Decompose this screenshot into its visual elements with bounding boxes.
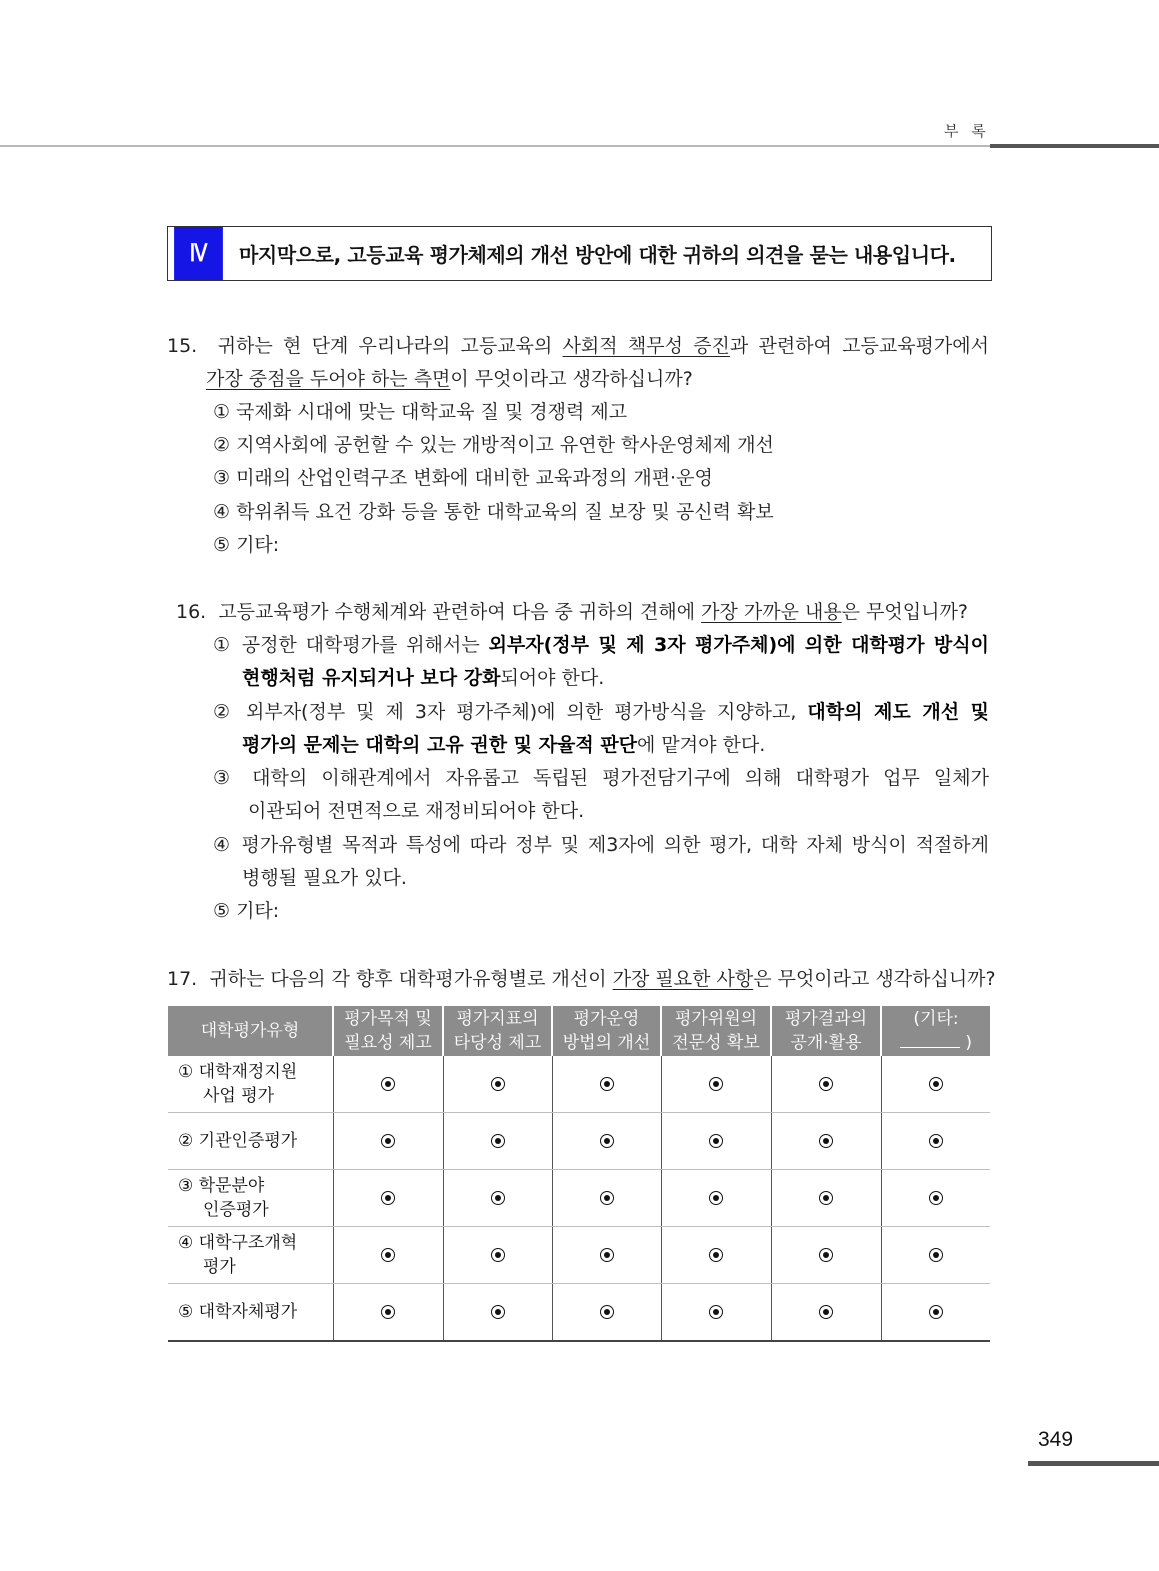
row-label: ② 기관인증평가 (168, 1113, 333, 1170)
radio-button[interactable] (709, 1134, 723, 1148)
option-text: 이관되어 전면적으로 재정비되어야 한다. (248, 800, 585, 822)
q16-option-3[interactable] (213, 762, 989, 828)
table-row (168, 1170, 990, 1227)
column-header-indicators: 평가지표의 타당성 제고 (443, 1006, 552, 1056)
radio-button[interactable] (929, 1305, 943, 1319)
option-text: ③ 대학의 이해관계에서 자유롭고 독립된 평가전담기구에 의해 대학평가 업무 일체가 (213, 767, 989, 789)
column-header-type: 대학평가유형 (168, 1006, 333, 1056)
q16-option-4[interactable] (213, 829, 989, 895)
radio-button[interactable] (819, 1191, 833, 1205)
radio-cell[interactable] (661, 1284, 771, 1342)
option-text: 되어야 한다. (500, 667, 605, 689)
appendix-label: 부 록 (944, 122, 990, 140)
radio-cell[interactable] (661, 1113, 771, 1170)
question-text: 고등교육평가 수행체계와 관련하여 다음 중 귀하의 견해에 (218, 601, 696, 623)
footer-rule (1028, 1461, 1159, 1466)
question-emphasis: 가장 중점을 두어야 하는 측면 (206, 368, 451, 390)
option-text: 에 맡겨야 한다. (637, 734, 766, 756)
radio-button[interactable] (600, 1191, 614, 1205)
q15-option-1[interactable]: ① 국제화 시대에 맞는 대학교육 질 및 경쟁력 제고 (213, 401, 628, 423)
radio-cell[interactable] (771, 1227, 881, 1284)
radio-button[interactable] (929, 1077, 943, 1091)
question-number: 15. (167, 335, 198, 357)
radio-cell[interactable] (333, 1227, 443, 1284)
option-emphasis: 대학의 제도 개선 및 (807, 701, 989, 723)
radio-cell[interactable] (552, 1170, 661, 1227)
radio-button[interactable] (819, 1305, 833, 1319)
question-17 (167, 963, 996, 996)
radio-button[interactable] (929, 1134, 943, 1148)
row-label: ⑤ 대학자체평가 (168, 1284, 333, 1342)
radio-cell[interactable] (443, 1056, 552, 1113)
column-header-results: 평가결과의 공개·활용 (771, 1006, 881, 1056)
radio-cell[interactable] (771, 1170, 881, 1227)
option-text: ① 공정한 대학평가를 위해서는 (213, 634, 480, 656)
radio-cell[interactable] (881, 1227, 990, 1284)
radio-cell[interactable] (661, 1056, 771, 1113)
q15-option-2[interactable]: ② 지역사회에 공헌할 수 있는 개방적이고 유연한 학사운영체제 개선 (213, 434, 774, 456)
radio-cell[interactable] (881, 1056, 990, 1113)
question-text: 은 무엇입니까? (841, 601, 968, 623)
column-header-operation: 평가운영 방법의 개선 (552, 1006, 661, 1056)
row-label: ① 대학재정지원 사업 평가 (168, 1056, 333, 1113)
option-text: 병행될 필요가 있다. (242, 867, 407, 889)
radio-cell[interactable] (881, 1170, 990, 1227)
radio-button[interactable] (491, 1191, 505, 1205)
question-emphasis: 사회적 책무성 증진 (562, 335, 730, 357)
table-row (168, 1113, 990, 1170)
radio-button[interactable] (381, 1191, 395, 1205)
table-row (168, 1227, 990, 1284)
option-text: ② 외부자(정부 및 제 3자 평가주체)에 의한 평가방식을 지양하고, (213, 701, 797, 723)
table-row (168, 1284, 990, 1342)
question-emphasis: 가장 가까운 내용 (701, 601, 842, 623)
radio-cell[interactable] (552, 1113, 661, 1170)
section-number: Ⅳ (174, 227, 223, 280)
radio-cell[interactable] (443, 1284, 552, 1342)
radio-button[interactable] (709, 1077, 723, 1091)
radio-button[interactable] (381, 1077, 395, 1091)
radio-button[interactable] (491, 1248, 505, 1262)
q15-option-4[interactable]: ④ 학위취득 요건 강화 등을 통한 대학교육의 질 보장 및 공신력 확보 (213, 501, 774, 523)
radio-cell[interactable] (771, 1056, 881, 1113)
q16-option-5[interactable]: ⑤ 기타: (213, 900, 280, 922)
evaluation-table (168, 1006, 990, 1342)
radio-cell[interactable] (881, 1284, 990, 1342)
radio-button[interactable] (381, 1248, 395, 1262)
question-15 (167, 330, 989, 396)
section-header (167, 226, 992, 281)
question-number: 17. (167, 968, 198, 990)
question-16 (176, 596, 968, 629)
radio-cell[interactable] (552, 1227, 661, 1284)
q15-option-3[interactable]: ③ 미래의 산업인력구조 변화에 대비한 교육과정의 개편·운영 (213, 467, 713, 489)
header-rule (0, 145, 990, 147)
radio-cell[interactable] (333, 1113, 443, 1170)
question-text: 귀하는 현 단계 우리나라의 고등교육의 (217, 335, 553, 357)
radio-button[interactable] (381, 1134, 395, 1148)
radio-cell[interactable] (443, 1227, 552, 1284)
radio-cell[interactable] (552, 1284, 661, 1342)
radio-button[interactable] (929, 1191, 943, 1205)
radio-cell[interactable] (333, 1170, 443, 1227)
radio-cell[interactable] (661, 1227, 771, 1284)
radio-button[interactable] (709, 1191, 723, 1205)
radio-cell[interactable] (333, 1284, 443, 1342)
section-title: 마지막으로, 고등교육 평가체제의 개선 방안에 대한 귀하의 의견을 묻는 내용입니다. (239, 243, 956, 267)
table-header-row (168, 1006, 990, 1056)
row-label: ④ 대학구조개혁 평가 (168, 1227, 333, 1284)
q16-option-2[interactable] (213, 696, 989, 762)
option-text: ④ 평가유형별 목적과 특성에 따라 정부 및 제3자에 의한 평가, 대학 자체 방식이 적절하게 (213, 834, 989, 856)
radio-button[interactable] (600, 1077, 614, 1091)
blank-line (900, 1033, 960, 1048)
radio-button[interactable] (491, 1134, 505, 1148)
radio-button[interactable] (819, 1248, 833, 1262)
table-row (168, 1056, 990, 1113)
question-text: 귀하는 다음의 각 향후 대학평가유형별로 개선이 (209, 968, 607, 990)
radio-cell[interactable] (771, 1284, 881, 1342)
q15-option-5[interactable]: ⑤ 기타: (213, 534, 280, 556)
radio-button[interactable] (600, 1305, 614, 1319)
radio-button[interactable] (491, 1305, 505, 1319)
radio-cell[interactable] (443, 1170, 552, 1227)
radio-cell[interactable] (552, 1056, 661, 1113)
question-text: 과 관련하여 고등교육평가에서 (729, 335, 989, 357)
question-15-line-2 (167, 363, 989, 396)
option-emphasis: 평가의 문제는 대학의 고유 권한 및 자율적 판단 (242, 734, 638, 756)
column-header-evaluators: 평가위원의 전문성 확보 (661, 1006, 771, 1056)
question-emphasis: 가장 필요한 사항 (612, 968, 754, 990)
column-header-other: (기타: ) (881, 1006, 990, 1056)
radio-button[interactable] (929, 1248, 943, 1262)
radio-button[interactable] (600, 1248, 614, 1262)
radio-cell[interactable] (881, 1113, 990, 1170)
radio-cell[interactable] (333, 1056, 443, 1113)
question-text: 이 무엇이라고 생각하십니까? (450, 368, 693, 390)
question-15-line-1 (167, 330, 989, 363)
column-header-purpose: 평가목적 및 필요성 제고 (333, 1006, 443, 1056)
page-number: 349 (1038, 1428, 1074, 1451)
option-emphasis: 외부자(정부 및 제 3자 평가주체)에 의한 대학평가 방식이 (488, 634, 989, 656)
row-label: ③ 학문분야 인증평가 (168, 1170, 333, 1227)
radio-cell[interactable] (661, 1170, 771, 1227)
question-text: 은 무엇이라고 생각하십니까? (753, 968, 996, 990)
radio-button[interactable] (819, 1134, 833, 1148)
radio-button[interactable] (600, 1134, 614, 1148)
radio-button[interactable] (819, 1077, 833, 1091)
radio-button[interactable] (709, 1305, 723, 1319)
question-number: 16. (176, 601, 207, 623)
option-emphasis: 현행처럼 유지되거나 보다 강화 (242, 667, 501, 689)
radio-cell[interactable] (443, 1113, 552, 1170)
radio-button[interactable] (491, 1077, 505, 1091)
radio-button[interactable] (381, 1305, 395, 1319)
header-rule-accent (990, 144, 1159, 148)
radio-button[interactable] (709, 1248, 723, 1262)
radio-cell[interactable] (771, 1113, 881, 1170)
q16-option-1[interactable] (213, 629, 989, 695)
